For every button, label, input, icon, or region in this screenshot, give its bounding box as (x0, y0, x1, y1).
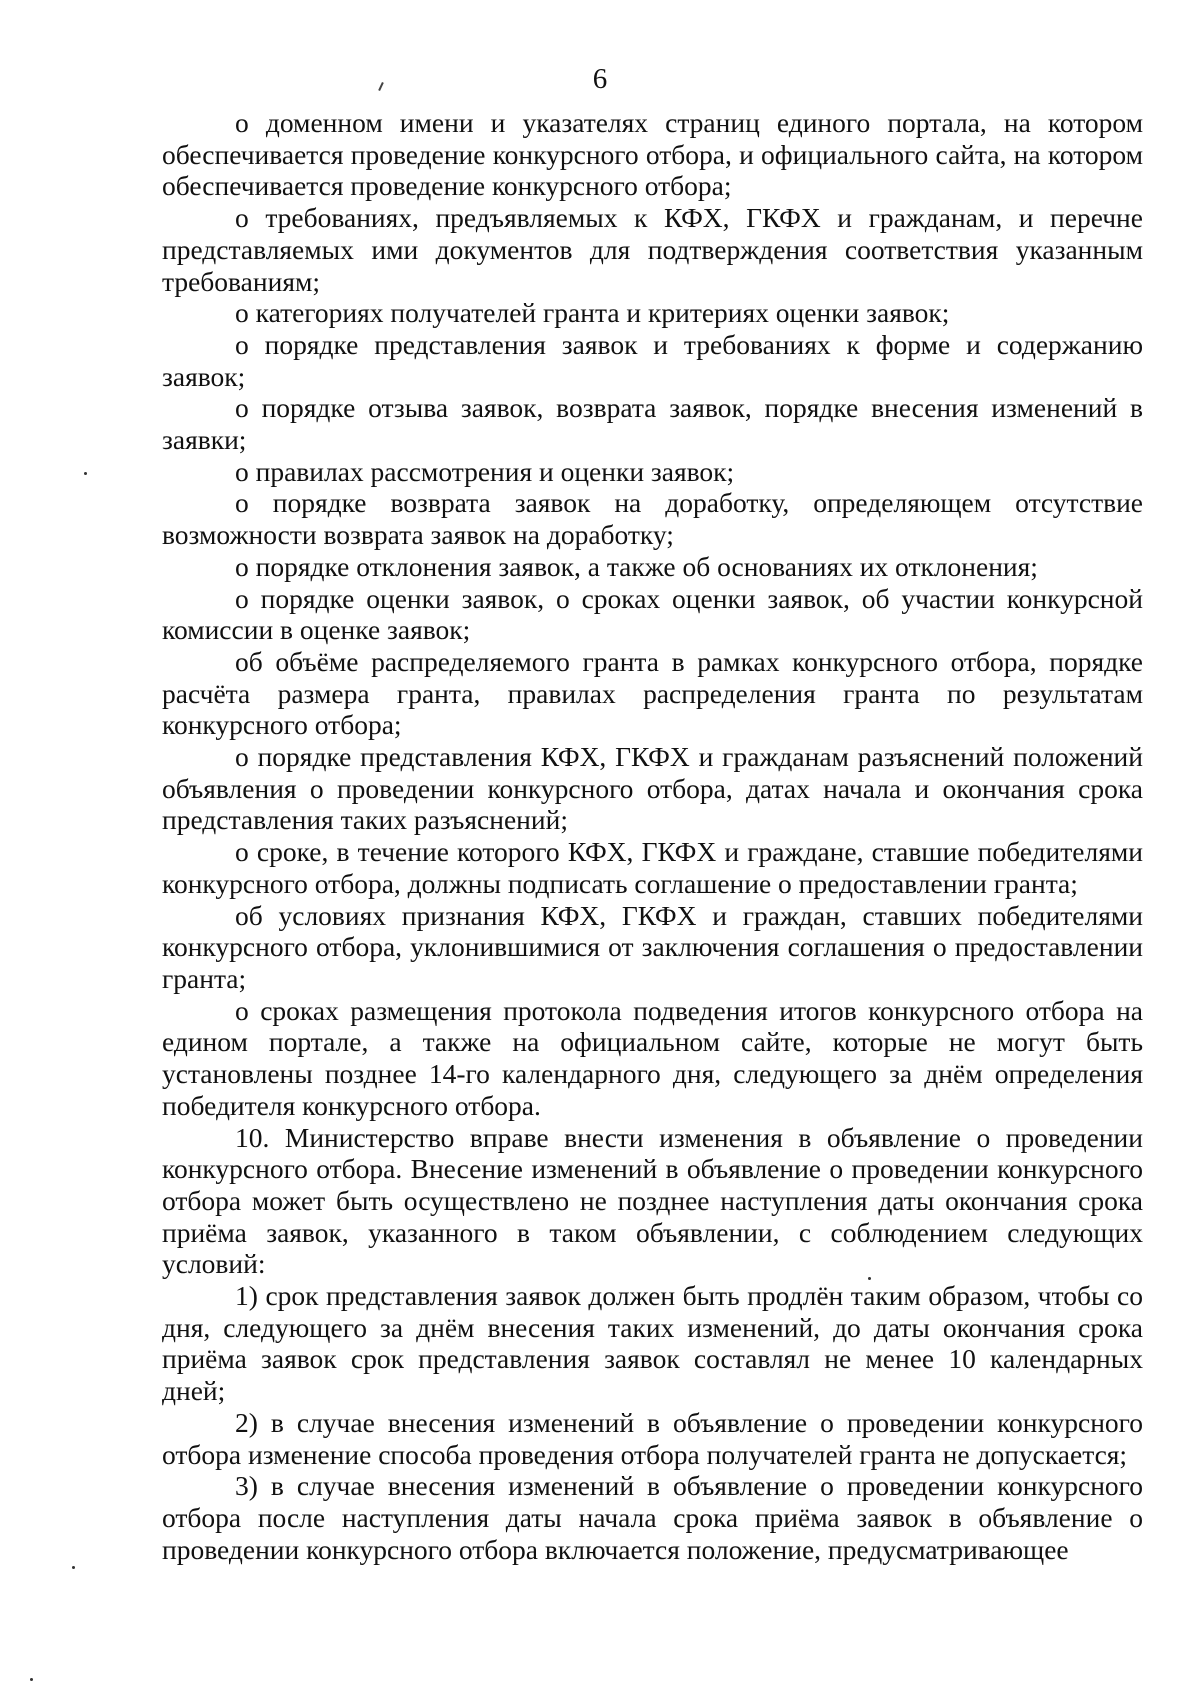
paragraph: 1) срок представления заявок должен быть продлён таким образом, чтобы со дня, следующего за днём внесения таких изменений, до даты окончания срока приёма заявок срок представления заявок составлял не менее 10 календарных дней; (162, 1280, 1143, 1407)
scan-speck (72, 1566, 75, 1569)
page-number: 6 (592, 63, 608, 95)
paragraph: об объёме распределяемого гранта в рамках конкурсного отбора, порядке расчёта размера гранта, правилах распределения гранта по результатам конкурсного отбора; (162, 645, 1143, 741)
paragraph: о порядке оценки заявок, о сроках оценки заявок, об участии конкурсной комиссии в оценке заявок; (162, 582, 1143, 646)
paragraph: о порядке возврата заявок на доработку, определяющем отсутствие возможности возврата заявок на доработку; (162, 487, 1143, 551)
paragraph: о порядке представления КФХ, ГКФХ и гражданам разъяснений положений объявления о проведении конкурсного отбора, датах начала и окончания срока представления таких разъяснений; (162, 741, 1143, 836)
scan-speck (30, 1678, 33, 1681)
paragraph: о доменном имени и указателях страниц единого портала, на котором обеспечивается проведение конкурсного отбора, и официального сайта, на котором обеспечивается проведение конкурсного отбора; (162, 107, 1143, 202)
paragraph: о порядке отклонения заявок, а также об основаниях их отклонения; (235, 550, 1038, 582)
paragraph: о требованиях, предъявляемых к КФХ, ГКФХ и гражданам, и перечне представляемых ими документов для подтверждения соответствия указанным требованиям; (162, 202, 1143, 297)
paragraph: о правилах рассмотрения и оценки заявок; (235, 455, 735, 487)
scan-speck (84, 472, 87, 475)
paragraph: 2) в случае внесения изменений в объявление о проведении конкурсного отбора изменение способа проведения отбора получателей гранта не допускается; (162, 1406, 1143, 1470)
paragraph: 3) в случае внесения изменений в объявление о проведении конкурсного отбора после наступления даты начала срока приёма заявок в объявление о проведении конкурсного отбора включается положение, предусматривающее (162, 1470, 1143, 1565)
paragraph: об условиях признания КФХ, ГКФХ и граждан, ставших победителями конкурсного отбора, уклонившимися от заключения соглашения о предоставлении гранта; (162, 899, 1143, 994)
paragraph: о сроках размещения протокола подведения итогов конкурсного отбора на едином портале, а также на официальном сайте, которые не могут быть установлены позднее 14-го календарного дня, следующего за днём определения победителя конкурсного отбора. (162, 994, 1143, 1121)
paragraph: о категориях получателей гранта и критериях оценки заявок; (235, 297, 950, 329)
paragraph: о сроке, в течение которого КФХ, ГКФХ и граждане, ставшие победителями конкурсного отбора, должны подписать соглашение о предоставлении гранта; (162, 836, 1143, 899)
document-body (162, 107, 1143, 1565)
paragraph: 10. Министерство вправе внести изменения в объявление о проведении конкурсного отбора. Внесение изменений в объявление о проведении конкурсного отбора может быть осуществлено не позднее наступления даты окончания срока приёма заявок, указанного в таком объявлении, с соблюдением следующих условий: (162, 1121, 1143, 1280)
paragraph: о порядке представления заявок и требованиях к форме и содержанию заявок; (162, 328, 1143, 392)
paragraph: о порядке отзыва заявок, возврата заявок, порядке внесения изменений в заявки; (162, 392, 1143, 456)
